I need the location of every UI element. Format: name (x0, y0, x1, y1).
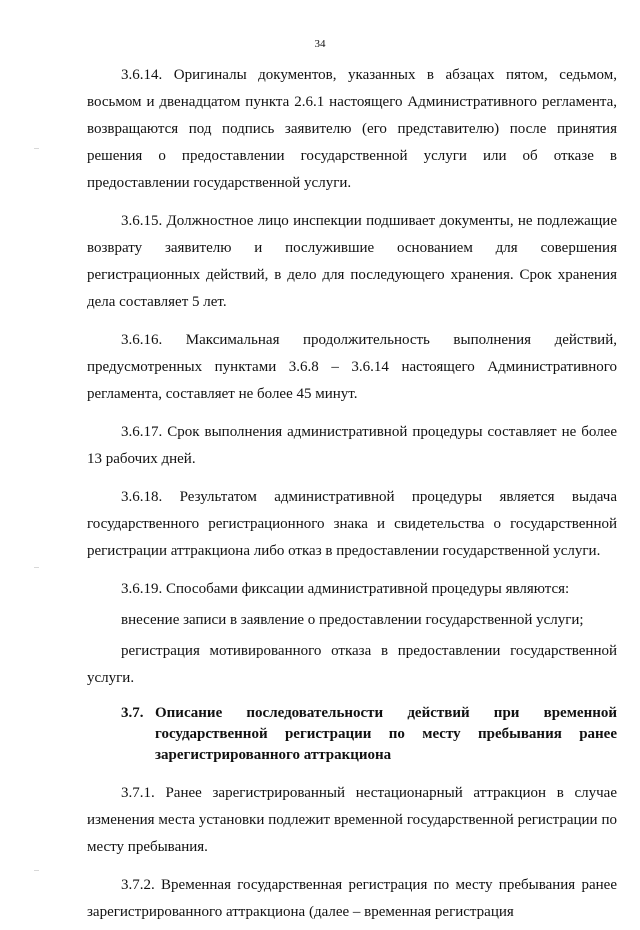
document-body (87, 62, 617, 930)
section-heading-3-7 (87, 703, 617, 766)
section-title: Описание последовательности действий при временной государственной регистрации по месту пребывания ранее зарегистрированного аттракциона (155, 705, 617, 763)
section-number: 3.7. (121, 705, 144, 721)
paragraph-3-6-15: 3.6.15. Должностное лицо инспекции подшивает документы, не подлежащие возврату заявителю и послужившие основанием для совершения регистрационных действий, в дело для последующего хранения. Срок хранения дела составляет 5 лет. (87, 213, 617, 310)
paragraph-3-7-2: 3.7.2. Временная государственная регистрация по месту пребывания ранее зарегистрированного аттракциона (далее – временная регистрация (87, 877, 617, 920)
fixation-method-1: внесение записи в заявление о предоставлении государственной услуги; (121, 612, 584, 628)
paragraph-3-6-14: 3.6.14. Оригиналы документов, указанных в абзацах пятом, седьмом, восьмом и двенадцатом пункта 2.6.1 настоящего Административного регламента, возвращаются под подпись заявителю (его представителю) после принятия решения о предоставлении государственной услуги или об отказе в предоставлении государственной услуги. (87, 67, 617, 191)
margin-mark (34, 567, 39, 568)
paragraph-3-6-17: 3.6.17. Срок выполнения административной процедуры составляет не более 13 рабочих дней. (87, 424, 617, 467)
page-number: 34 (314, 38, 326, 50)
paragraph-3-6-18: 3.6.18. Результатом административной процедуры является выдача государственного регистрационного знака и свидетельства о государственной регистрации аттракциона либо отказ в предоставлении государственной услуги. (87, 489, 617, 559)
paragraph-3-7-1: 3.7.1. Ранее зарегистрированный нестационарный аттракцион в случае изменения места установки подлежит временной государственной регистрации по месту пребывания. (87, 785, 617, 855)
margin-mark (34, 870, 39, 871)
paragraph-3-6-16: 3.6.16. Максимальная продолжительность выполнения действий, предусмотренных пунктами 3.6.8 – 3.6.14 настоящего Административного регламента, составляет не более 45 минут. (87, 332, 617, 402)
fixation-method-2: регистрация мотивированного отказа в предоставлении государственной услуги. (87, 643, 617, 686)
margin-mark (34, 148, 39, 149)
paragraph-3-6-19: 3.6.19. Способами фиксации административной процедуры являются: (121, 581, 570, 597)
